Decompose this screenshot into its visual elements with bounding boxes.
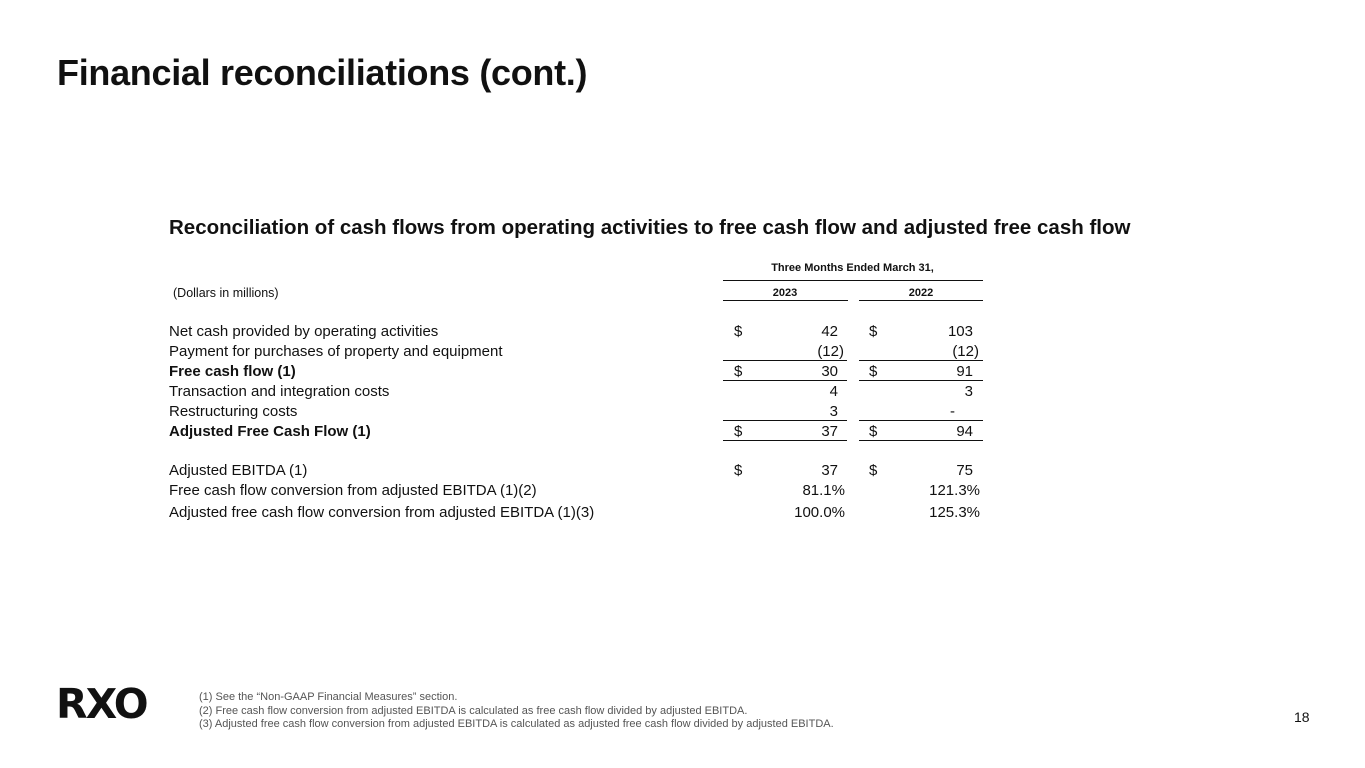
table-row (0, 342, 1365, 362)
column-header-rule-2023 (723, 300, 848, 301)
value-2023: 37 (821, 462, 838, 479)
row-label: Free cash flow (1) (169, 363, 296, 380)
period-header: Three Months Ended March 31, (771, 262, 934, 274)
total-rule-2022 (859, 380, 983, 381)
currency-2022: $ (869, 462, 878, 479)
table-row (0, 481, 1365, 501)
currency-2023: $ (734, 462, 743, 479)
total-rule-2022 (859, 440, 983, 441)
table-row (0, 402, 1365, 422)
value-2023: 81.1% (802, 482, 845, 499)
row-label: Transaction and integration costs (169, 383, 390, 400)
subtotal-rule-2022 (859, 360, 983, 361)
value-2023: 30 (821, 363, 838, 380)
row-label: Restructuring costs (169, 403, 298, 420)
value-2022: 3 (964, 383, 973, 400)
row-label: Free cash flow conversion from adjusted EBITDA (1)(2) (169, 482, 537, 499)
row-label: Net cash provided by operating activities (169, 323, 439, 340)
column-header-2022: 2022 (908, 287, 934, 299)
value-2022: 103 (947, 323, 973, 340)
footnotes (199, 691, 834, 732)
row-label: Payment for purchases of property and equipment (169, 343, 503, 360)
table-row (0, 322, 1365, 342)
footnote-1: (1) See the “Non-GAAP Financial Measures” section. (199, 691, 458, 703)
subtotal-rule-2023 (723, 360, 847, 361)
value-2023: 37 (821, 423, 838, 440)
table-row (0, 362, 1365, 382)
currency-2023: $ (734, 423, 743, 440)
table-title: Reconciliation of cash flows from operating activities to free cash flow and adjusted free cash flow (169, 216, 1131, 239)
subtotal-rule-2023 (723, 420, 847, 421)
value-2022: 125.3% (929, 504, 980, 521)
table-row (0, 503, 1365, 523)
value-2022: 94 (956, 423, 973, 440)
column-header-2023: 2023 (772, 287, 798, 299)
value-2022: 121.3% (929, 482, 980, 499)
currency-2023: $ (734, 323, 743, 340)
total-rule-2023 (723, 440, 847, 441)
column-header-rule-2022 (859, 300, 983, 301)
period-header-rule (723, 280, 983, 281)
currency-2023: $ (734, 363, 743, 380)
value-2023: (12) (817, 343, 844, 360)
value-2023: 42 (821, 323, 838, 340)
currency-2022: $ (869, 363, 878, 380)
page-title: Financial reconciliations (cont.) (57, 52, 588, 93)
currency-2022: $ (869, 423, 878, 440)
value-2022: (12) (952, 343, 979, 360)
footnote-3: (3) Adjusted free cash flow conversion from adjusted EBITDA is calculated as adjusted free cash flow divided by adjusted EBITDA. (199, 718, 834, 730)
currency-2022: $ (869, 323, 878, 340)
value-2022: 91 (956, 363, 973, 380)
table-row (0, 461, 1365, 481)
value-2023: 3 (829, 403, 838, 420)
page-number: 18 (1294, 709, 1310, 725)
total-rule-2023 (723, 380, 847, 381)
footnote-2: (2) Free cash flow conversion from adjusted EBITDA is calculated as free cash flow divided by adjusted EBITDA. (199, 704, 748, 717)
table-row (0, 422, 1365, 442)
value-2023: 4 (829, 383, 838, 400)
row-label: Adjusted EBITDA (1) (169, 462, 308, 479)
table-row (0, 382, 1365, 402)
row-label: Adjusted Free Cash Flow (1) (169, 423, 371, 440)
units-note: (Dollars in millions) (173, 286, 279, 300)
value-2022: 75 (956, 462, 973, 479)
company-logo: RXO (56, 680, 147, 728)
subtotal-rule-2022 (859, 420, 983, 421)
value-2022: - (950, 403, 955, 420)
value-2023: 100.0% (794, 504, 845, 521)
row-label: Adjusted free cash flow conversion from adjusted EBITDA (1)(3) (169, 504, 595, 521)
